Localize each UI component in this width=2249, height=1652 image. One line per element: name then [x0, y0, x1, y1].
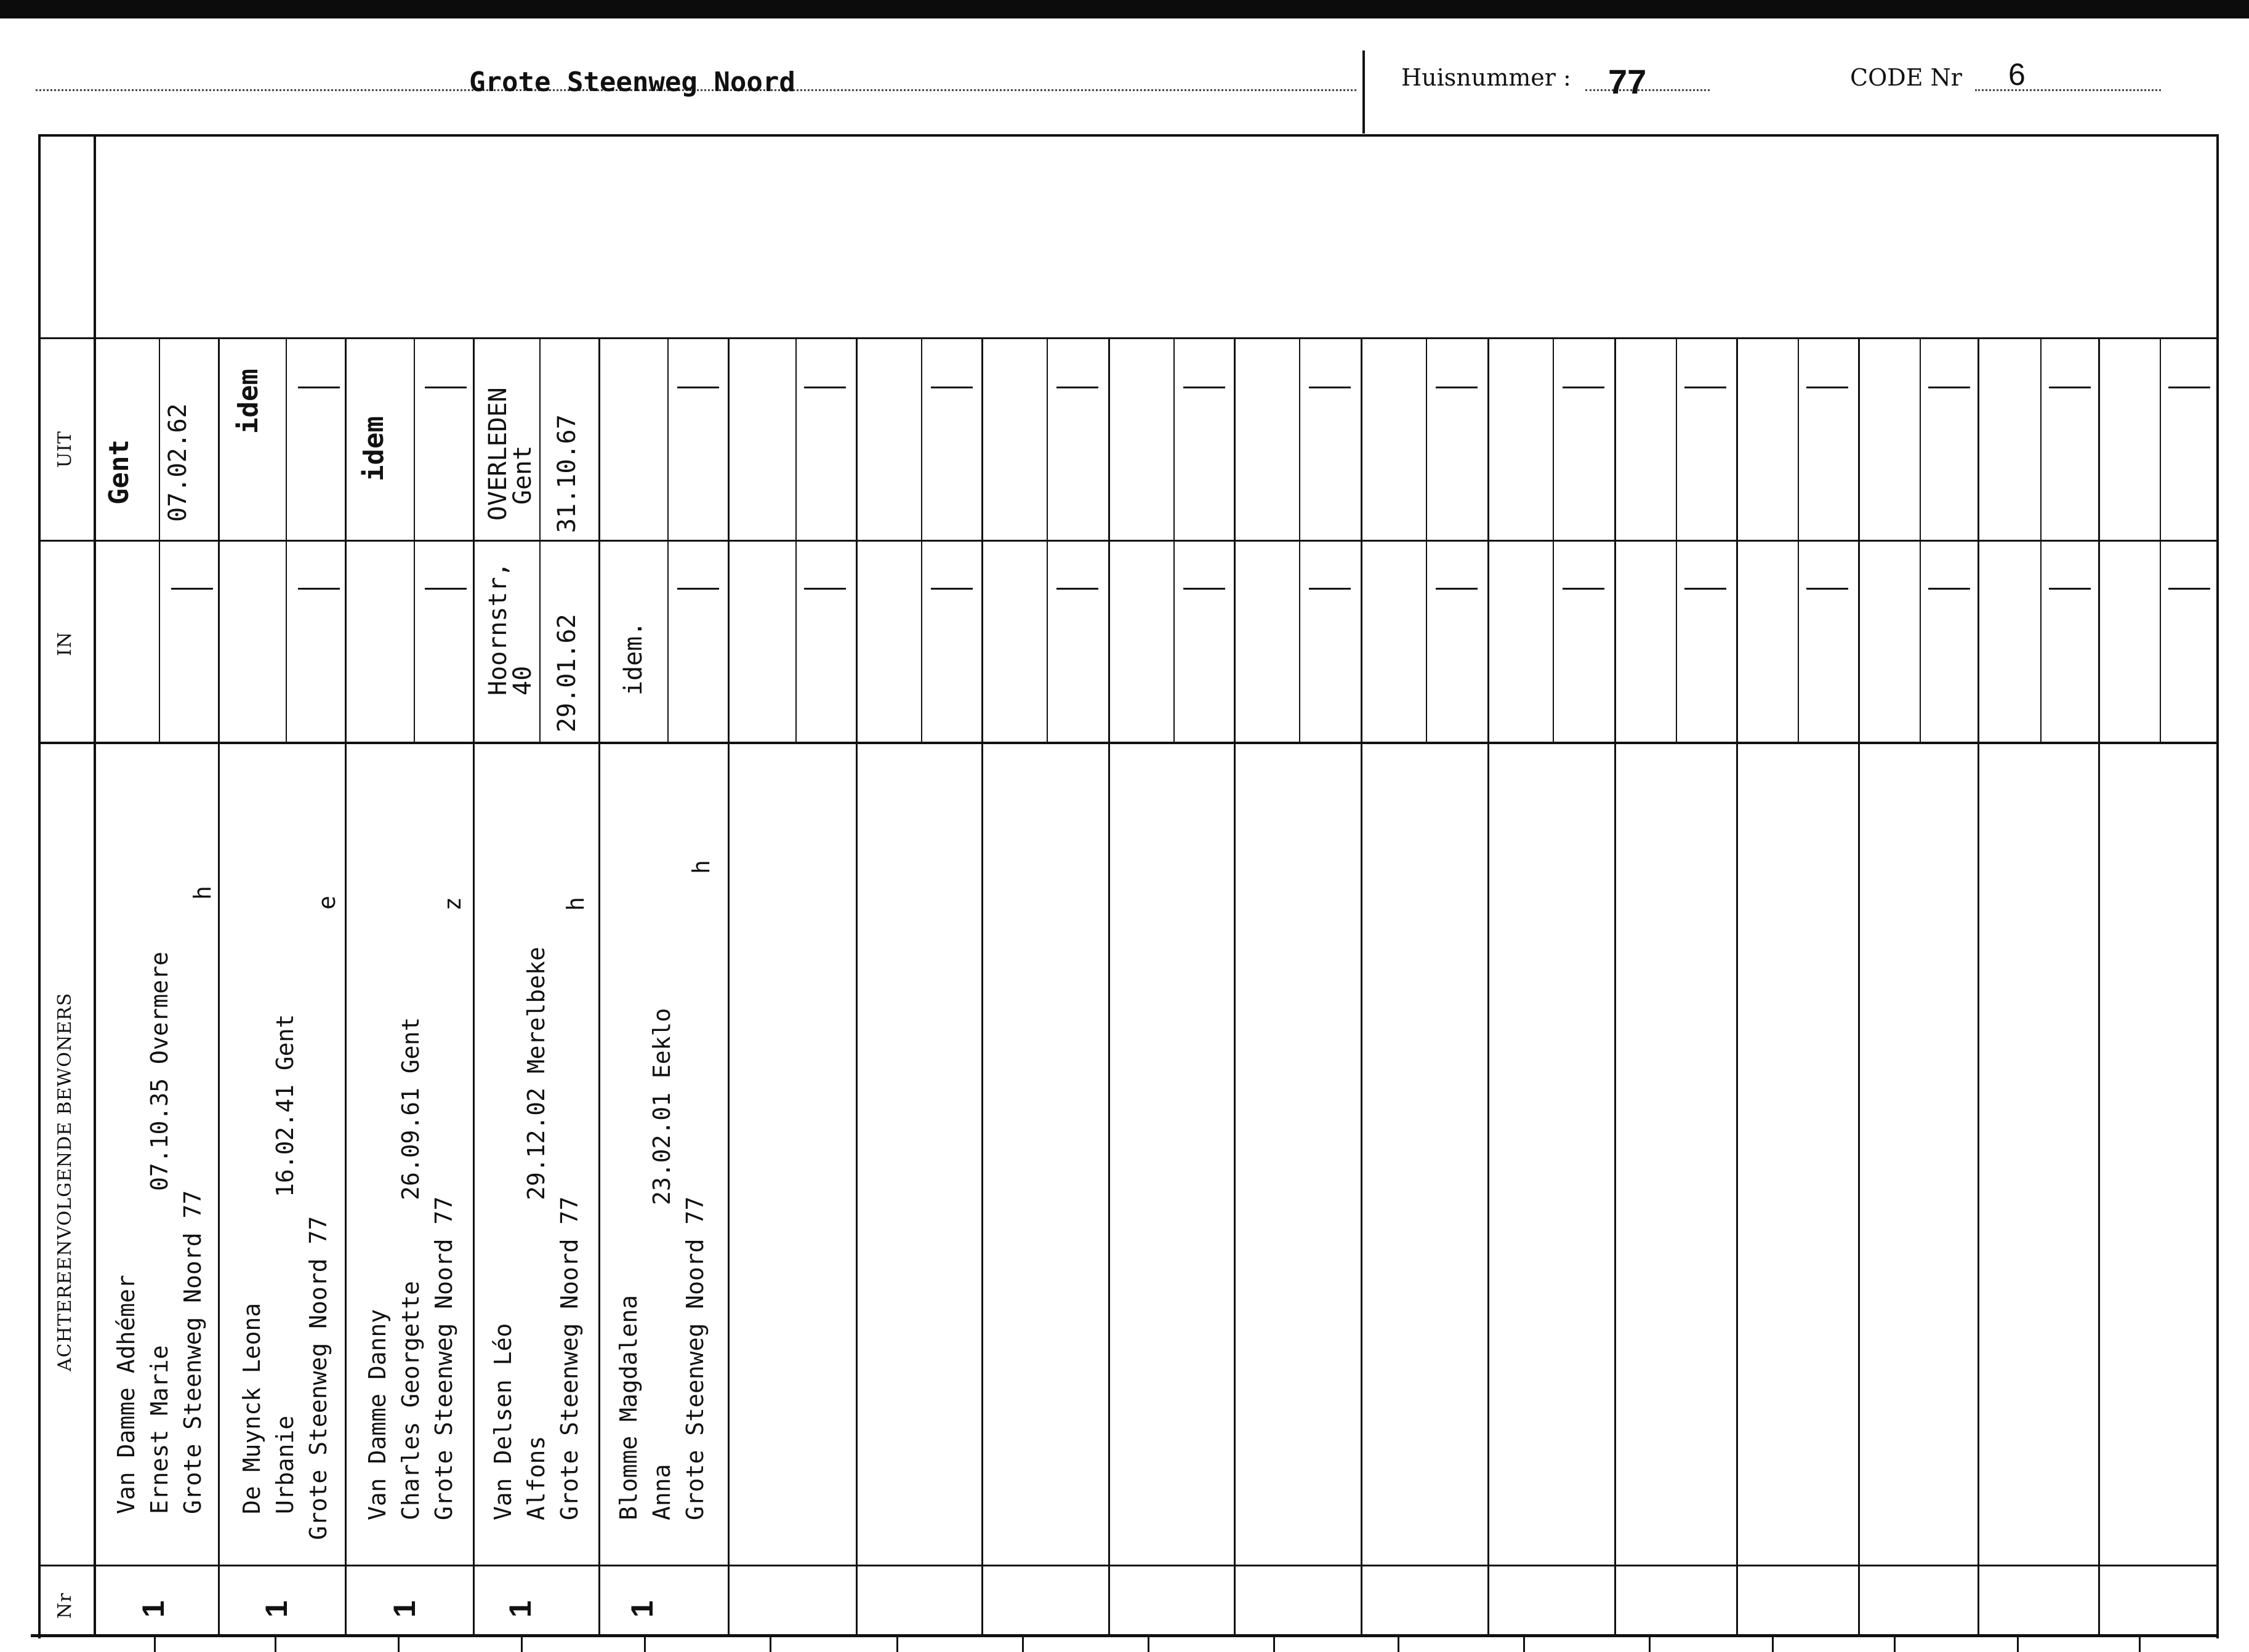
bottom-tick: [770, 1636, 771, 1652]
sub-column-divider: [795, 337, 797, 742]
in-place: Hoornstr,: [484, 562, 512, 696]
resident-birth: 07.10.35 Overmere: [146, 952, 173, 1191]
resident-name: Van Damme Adhémer: [113, 1275, 140, 1514]
column-divider: [218, 337, 220, 1634]
frame-top: [38, 134, 2219, 137]
house-number-label: Huisnummer :: [1401, 64, 1571, 91]
resident-given-names: Anna: [648, 1464, 675, 1520]
empty-cell-dash: [1056, 588, 1098, 590]
bottom-tick: [1772, 1636, 1774, 1652]
empty-cell-dash: [1436, 387, 1478, 388]
resident-birth: 23.02.01 Eeklo: [648, 1008, 675, 1205]
column-divider: [473, 337, 475, 1634]
empty-cell-dash: [1806, 588, 1848, 590]
sub-column-divider: [921, 337, 922, 742]
resident-name: De Muynck Leona: [238, 1302, 265, 1514]
empty-cell-dash: [2168, 588, 2210, 590]
sub-column-divider: [667, 337, 669, 742]
column-divider: [1487, 337, 1489, 1634]
street-name: Grote Steenweg Noord: [469, 66, 795, 98]
scan-top-border: [0, 0, 2249, 18]
resident-nr: 1: [503, 1600, 537, 1618]
house-number-dotted-line: [1585, 89, 1710, 91]
uit-date: 07.02.62: [164, 403, 192, 522]
empty-cell-dash: [1309, 387, 1351, 388]
column-divider: [1614, 337, 1616, 1634]
empty-cell-dash: [1563, 387, 1604, 388]
column-divider: [728, 337, 730, 1634]
code-number-value: 6: [2008, 57, 2026, 92]
code-number-dotted-line: [1975, 89, 2161, 91]
empty-cell-dash: [931, 387, 973, 388]
empty-cell-dash: [931, 588, 973, 590]
empty-cell-dash: [1183, 588, 1225, 590]
empty-cell-dash: [1684, 387, 1726, 388]
bewoners-label: ACHTEREENVOLGENDE BEWONERS: [54, 992, 76, 1371]
resident-mark: h: [189, 886, 216, 900]
empty-cell-dash: [2049, 387, 2091, 388]
sub-column-divider: [1426, 337, 1427, 742]
resident-address: Grote Steenweg Noord 77: [179, 1190, 206, 1514]
empty-cell-dash: [425, 387, 467, 388]
empty-cell-dash: [677, 588, 719, 590]
frame-right: [2216, 134, 2219, 1638]
resident-given-names: Urbanie: [272, 1415, 299, 1514]
sub-column-divider: [1920, 337, 1921, 742]
resident-nr: 1: [387, 1600, 422, 1618]
column-divider: [1234, 337, 1236, 1634]
empty-cell-dash: [1183, 387, 1225, 388]
bottom-tick: [275, 1636, 276, 1652]
column-divider: [1736, 337, 1738, 1634]
sub-column-divider: [1047, 337, 1048, 742]
empty-cell-dash: [171, 588, 213, 590]
empty-cell-dash: [2168, 387, 2210, 388]
bottom-tick: [1273, 1636, 1275, 1652]
empty-cell-dash: [2049, 588, 2091, 590]
resident-nr: 1: [259, 1600, 294, 1618]
uit-place: Gent: [103, 439, 135, 505]
column-divider: [1361, 337, 1362, 1634]
empty-cell-dash: [298, 588, 340, 590]
bottom-tick: [154, 1636, 156, 1652]
nr-label: Nr: [54, 1592, 76, 1619]
resident-nr: 1: [625, 1600, 659, 1618]
sub-column-divider: [539, 337, 541, 742]
empty-cell-dash: [1309, 588, 1351, 590]
sub-column-divider: [159, 337, 160, 742]
uit-place-city: Gent: [509, 445, 537, 505]
bewoners-row-top: [38, 742, 2219, 744]
uit-row-top: [38, 337, 2219, 339]
sub-column-divider: [2160, 337, 2161, 742]
uit-place: idem: [233, 369, 264, 434]
empty-cell-dash: [1806, 387, 1848, 388]
empty-cell-dash: [1436, 588, 1478, 590]
column-divider: [1858, 337, 1860, 1634]
bottom-tick: [521, 1636, 523, 1652]
uit-place: idem: [358, 416, 390, 481]
frame-bottom: [31, 1634, 2219, 1637]
resident-birth: 16.02.41 Gent: [272, 1014, 299, 1197]
uit-label: UIT: [54, 430, 76, 468]
column-divider: [2098, 337, 2100, 1634]
label-column-divider: [94, 134, 96, 1634]
uit-date: 31.10.67: [553, 414, 581, 533]
frame-left: [38, 134, 41, 1638]
sub-column-divider: [1299, 337, 1300, 742]
bottom-tick: [1894, 1636, 1896, 1652]
column-divider: [1977, 337, 1979, 1634]
resident-given-names: Ernest Marie: [146, 1345, 173, 1514]
code-number-label: CODE Nr: [1850, 64, 1962, 91]
nr-row-top: [38, 1565, 2219, 1566]
empty-cell-dash: [1928, 387, 1970, 388]
empty-cell-dash: [1684, 588, 1726, 590]
bottom-tick: [1398, 1636, 1399, 1652]
resident-nr: 1: [136, 1600, 171, 1618]
in-date: 29.01.62: [553, 614, 581, 732]
bottom-tick: [644, 1636, 646, 1652]
column-divider: [981, 337, 983, 1634]
empty-cell-dash: [1563, 588, 1604, 590]
resident-address: Grote Steenweg Noord 77: [682, 1196, 709, 1520]
resident-name: Blomme Magdalena: [615, 1294, 642, 1520]
resident-name: Van Damme Danny: [364, 1309, 391, 1520]
empty-cell-dash: [298, 387, 340, 388]
column-divider: [598, 337, 600, 1634]
empty-cell-dash: [677, 387, 719, 388]
empty-cell-dash: [1928, 588, 1970, 590]
empty-cell-dash: [804, 588, 846, 590]
sub-column-divider: [2040, 337, 2042, 742]
column-divider: [1108, 337, 1110, 1634]
resident-address: Grote Steenweg Noord 77: [556, 1196, 583, 1520]
house-number-value: 77: [1608, 62, 1647, 101]
sub-column-divider: [286, 337, 287, 742]
in-row-top: [38, 540, 2219, 542]
resident-birth: 26.09.61 Gent: [397, 1017, 424, 1200]
header-separator: [1362, 50, 1365, 134]
resident-given-names: Charles Georgette: [397, 1281, 424, 1520]
resident-birth: 29.12.02 Merelbeke: [523, 947, 550, 1200]
sub-column-divider: [1553, 337, 1554, 742]
bottom-tick: [398, 1636, 400, 1652]
column-divider: [856, 337, 858, 1634]
in-place-number: 40: [509, 665, 537, 696]
uit-place: OVERLEDEN: [484, 387, 512, 521]
empty-cell-dash: [425, 588, 467, 590]
bottom-tick: [2017, 1636, 2019, 1652]
sub-column-divider: [1798, 337, 1799, 742]
resident-mark: h: [688, 860, 715, 874]
sub-column-divider: [1676, 337, 1677, 742]
bottom-tick: [1523, 1636, 1525, 1652]
resident-mark: z: [439, 897, 466, 911]
resident-mark: e: [313, 896, 340, 910]
empty-cell-dash: [804, 387, 846, 388]
bottom-tick: [1649, 1636, 1651, 1652]
in-place: idem.: [619, 621, 648, 696]
sub-column-divider: [414, 337, 415, 742]
resident-address: Grote Steenweg Noord 77: [430, 1196, 457, 1520]
sub-column-divider: [1173, 337, 1175, 742]
in-label: IN: [54, 631, 76, 656]
empty-cell-dash: [1056, 387, 1098, 388]
resident-name: Van Delsen Léo: [489, 1323, 517, 1520]
bottom-tick: [2139, 1636, 2141, 1652]
bottom-tick: [1022, 1636, 1024, 1652]
resident-mark: h: [562, 897, 589, 911]
bottom-tick: [1148, 1636, 1149, 1652]
resident-given-names: Alfons: [523, 1435, 550, 1520]
bottom-tick: [896, 1636, 898, 1652]
resident-address: Grote Steenweg Noord 77: [305, 1216, 332, 1540]
column-divider: [345, 337, 347, 1634]
